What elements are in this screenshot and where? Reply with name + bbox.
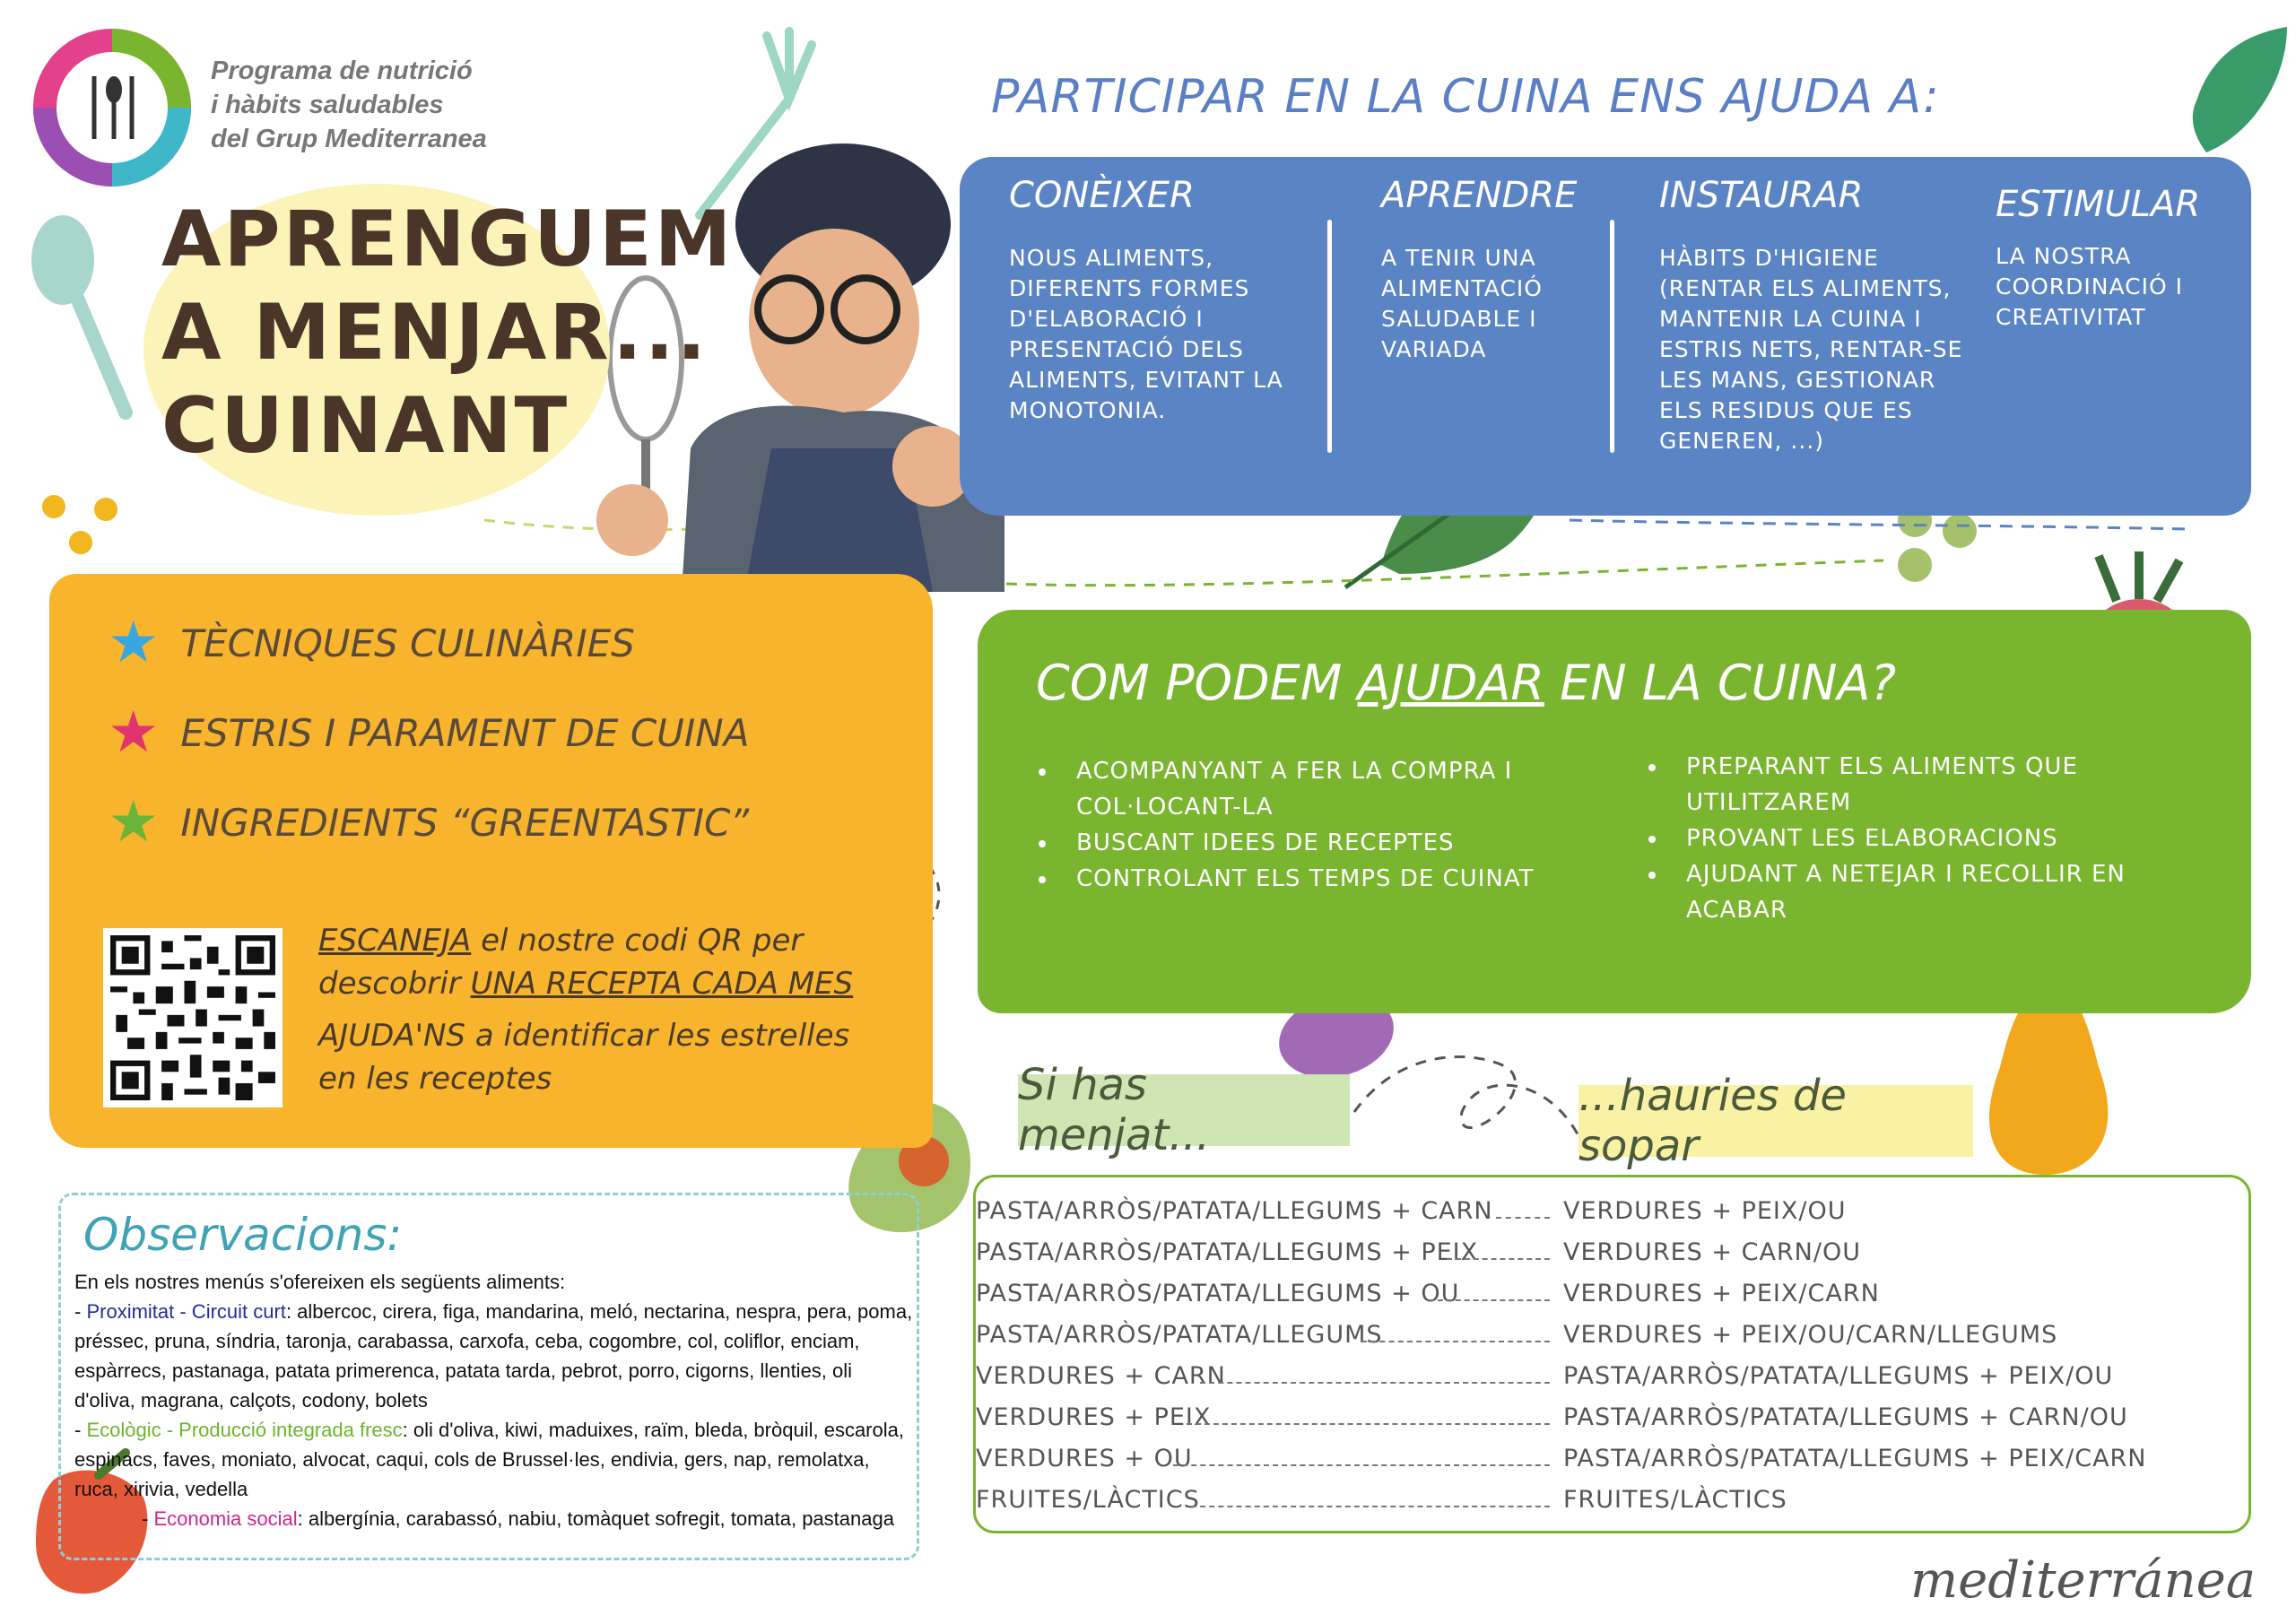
row-left: PASTA/ARRÒS/PATATA/LLEGUMS [976,1321,1383,1349]
row-left: PASTA/ARRÒS/PATATA/LLEGUMS + PEIX [976,1238,1479,1266]
mediterranea-brand: mediterránea [1910,1551,2257,1610]
ajudar-list-left [1022,753,1561,897]
star-row-ingredients [108,789,750,855]
star-label: INGREDIENTS “GREENTASTIC” [180,800,750,845]
group-label: Proximitat - Circuit curt [86,1300,286,1323]
row-right: PASTA/ARRÒS/PATATA/LLEGUMS + CARN/OU [1563,1403,2128,1431]
spoon-icon [31,215,126,413]
title-line: APRENGUEM [161,195,735,284]
table-row [976,1321,2254,1362]
ajudar-title [1036,655,1896,711]
observacions-body [74,1267,913,1533]
column-heading: APRENDRE [1381,175,1578,216]
star-label: TÈCNIQUES CULINÀRIES [180,621,635,665]
row-right: VERDURES + PEIX/OU/CARN/LLEGUMS [1563,1321,2058,1349]
row-dashes [1191,1506,1550,1507]
list-item: • CONTROLANT ELS TEMPS DE CUINAT [1058,861,1561,897]
row-left: PASTA/ARRÒS/PATATA/LLEGUMS + CARN [976,1197,1493,1225]
menu-pairings-box [973,1175,2251,1533]
group-items: albercoc, cirera, figa, mandarina, meló, nectarina, nespra, pera, poma, préssec, pruna, síndria, taronja, carabassa, carxofa, ceba, cogombre, col, coliflor, enciam, espàrrecs, pastanaga, patata primerenca, patata tarda, pebrot, porro, cigorns, llenties, oli d'oliva, magrana, calçots, codony, bolets [74,1300,913,1411]
row-left: VERDURES + PEIX [976,1403,1212,1431]
row-right: PASTA/ARRÒS/PATATA/LLEGUMS + PEIX/OU [1563,1362,2114,1390]
star-label: ESTRIS I PARAMENT DE CUINA [180,710,750,755]
pink-star-icon: ★ [108,699,160,766]
ajudar-title-underlined: AJUDAR [1357,655,1544,711]
list-item: • PREPARANT ELS ALIMENTS QUE UTILITZAREM [1668,749,2206,821]
column-heading: INSTAURAR [1659,175,1864,216]
list-item: • AJUDANT A NETEJAR I RECOLLIR EN ACABAR [1668,856,2206,928]
group-label: Economia social [153,1507,298,1530]
pea-icon [1898,548,1932,582]
row-dashes [1361,1341,1550,1342]
qr-line-1 [318,919,892,962]
dot-icon [42,495,65,518]
row-dashes [1496,1217,1550,1219]
qr-scan-link[interactable]: ESCANEJA [318,923,472,959]
pea-icon [1943,514,1977,548]
column-divider [1610,220,1614,453]
participar-heading: PARTICIPAR EN LA CUINA ENS AJUDA A: [991,70,1940,124]
column-text: NOUS ALIMENTS, DIFERENTS FORMES D'ELABORACIÓ I PRESENTACIÓ DELS ALIMENTS, EVITANT LA MONOTONIA. [1009,245,1283,423]
ajudar-title-start: COM PODEM [1036,655,1358,711]
qr-recipe-link: UNA RECEPTA CADA MES [470,966,854,1002]
column-instaurar [1659,175,1973,456]
logo-caption [211,54,487,156]
leaf-icon [2193,27,2287,152]
dot-icon [94,498,117,521]
column-aprendre [1381,175,1614,365]
blue-star-icon: ★ [108,610,160,676]
group-items: albergínia, carabassó, nabiu, tomàquet sofregit, tomata, pastanaga [308,1507,894,1530]
qr-caption [318,919,892,1100]
table-row [976,1486,2254,1527]
row-dashes [1200,1382,1550,1384]
row-left: PASTA/ARRÒS/PATATA/LLEGUMS + OU [976,1280,1460,1307]
column-text: LA NOSTRA COORDINACIÓ I CREATIVITAT [1996,243,2183,330]
row-right: VERDURES + CARN/OU [1563,1238,1861,1266]
dot-icon [69,531,92,554]
row-right: PASTA/ARRÒS/PATATA/LLEGUMS + PEIX/CARN [1563,1445,2147,1472]
ajudar-title-end: EN LA CUINA? [1544,655,1897,711]
techniques-panel [49,574,933,1148]
table-row [976,1238,2254,1280]
list-item: • PROVANT LES ELABORACIONS [1668,821,2206,856]
green-star-icon: ★ [108,789,160,855]
greentastic-logo [31,27,193,188]
row-left: FRUITES/LÀCTICS [976,1486,1200,1514]
table-row [976,1280,2254,1321]
column-estimular [1996,184,2238,333]
row-left: VERDURES + CARN [976,1362,1226,1390]
logo-line: i hàbits saludables [211,91,444,119]
table-row [976,1445,2254,1486]
qr-text: descobrir [318,966,471,1002]
column-coneixer [1009,175,1296,426]
si-has-menjat-label: Si has menjat... [1018,1074,1350,1146]
column-heading: CONÈIXER [1009,175,1195,216]
row-dashes [1173,1464,1550,1466]
row-right: VERDURES + PEIX/OU [1563,1197,1847,1225]
ajudar-panel [978,610,2251,1013]
hauries-de-sopar-label: ...hauries de sopar [1578,1085,1973,1157]
group-label: Ecològic - Producció integrada fresc [86,1419,403,1441]
column-text: HÀBITS D'HIGIENE (RENTAR ELS ALIMENTS, MANTENIR LA CUINA I ESTRIS NETS, RENTAR-SE LES MANS, GESTIONAR ELS RESIDUS QUE ES GENEREN, ...) [1659,245,1963,454]
observacions-intro: En els nostres menús s'ofereixen els següents aliments: [74,1271,566,1293]
title-line: A MENJAR... [161,288,709,378]
qr-line-3: AJUDA'NS a identificar les estrelles en les receptes [318,1018,850,1097]
column-text: A TENIR UNA ALIMENTACIÓ SALUDABLE I VARIADA [1381,245,1543,362]
ajudar-list-right [1632,749,2206,928]
row-right: FRUITES/LÀCTICS [1563,1486,1787,1514]
table-row [976,1362,2254,1403]
row-right: VERDURES + PEIX/CARN [1563,1280,1880,1307]
column-heading: ESTIMULAR [1996,184,2201,225]
title-line: CUINANT [161,381,570,471]
star-row-estris [108,699,750,766]
observacions-box [58,1193,919,1560]
table-row [976,1403,2254,1445]
qr-code-icon [110,935,275,1100]
observacions-group: - Proximitat - Circuit curt: albercoc, cirera, figa, mandarina, meló, nectarina, nespra, pera, poma, préssec, pruna, síndria, taronja, carabassa, carxofa, ceba, cogombre, col, coliflor, enciam, espàrrecs, pastanaga, patata primerenca, patata tarda, pebrot, porro, cigorns, llenties, oli d'oliva, magrana, calçots, codony, bolets [74,1300,913,1411]
star-row-techniques [108,610,635,676]
logo-line: del Grup Mediterranea [211,125,487,153]
participar-panel [960,157,2251,516]
qr-text: el nostre codi QR per [471,923,804,959]
row-dashes [1187,1423,1550,1425]
logo-line: Programa de nutrició [211,56,473,85]
row-dashes [1447,1258,1550,1260]
observacions-group: - Ecològic - Producció integrada fresc: oli d'oliva, kiwi, maduixes, raïm, bleda, bròquil, escarola, espinacs, faves, moniato, alvocat, caqui, cols de Brussel·les, endivia, gers, nap, remolatxa, ruca, xirivia, vedella [74,1419,904,1500]
row-dashes [1429,1299,1550,1301]
observacions-title: Observacions: [83,1209,403,1261]
list-item: • BUSCANT IDEES DE RECEPTES [1058,825,1561,861]
list-item: • ACOMPANYANT A FER LA COMPRA I COL·LOCANT-LA [1058,753,1561,825]
group-items: oli d'oliva, kiwi, maduixes, raïm, bleda, bròquil, escarola, espinacs, faves, moniato, alvocat, caqui, cols de Brussel·les, endivia, gers, nap, remolatxa, ruca, xirivia, vedella [74,1419,904,1500]
column-divider [1327,220,1332,453]
qr-code[interactable] [103,928,283,1107]
table-row [976,1197,2254,1238]
qr-line-2 [318,962,892,1005]
page-title [161,193,734,473]
row-left: VERDURES + OU [976,1445,1193,1472]
observacions-group: - Economia social: albergínia, carabassó, nabiu, tomàquet sofregit, tomata, pastanaga [142,1507,894,1530]
